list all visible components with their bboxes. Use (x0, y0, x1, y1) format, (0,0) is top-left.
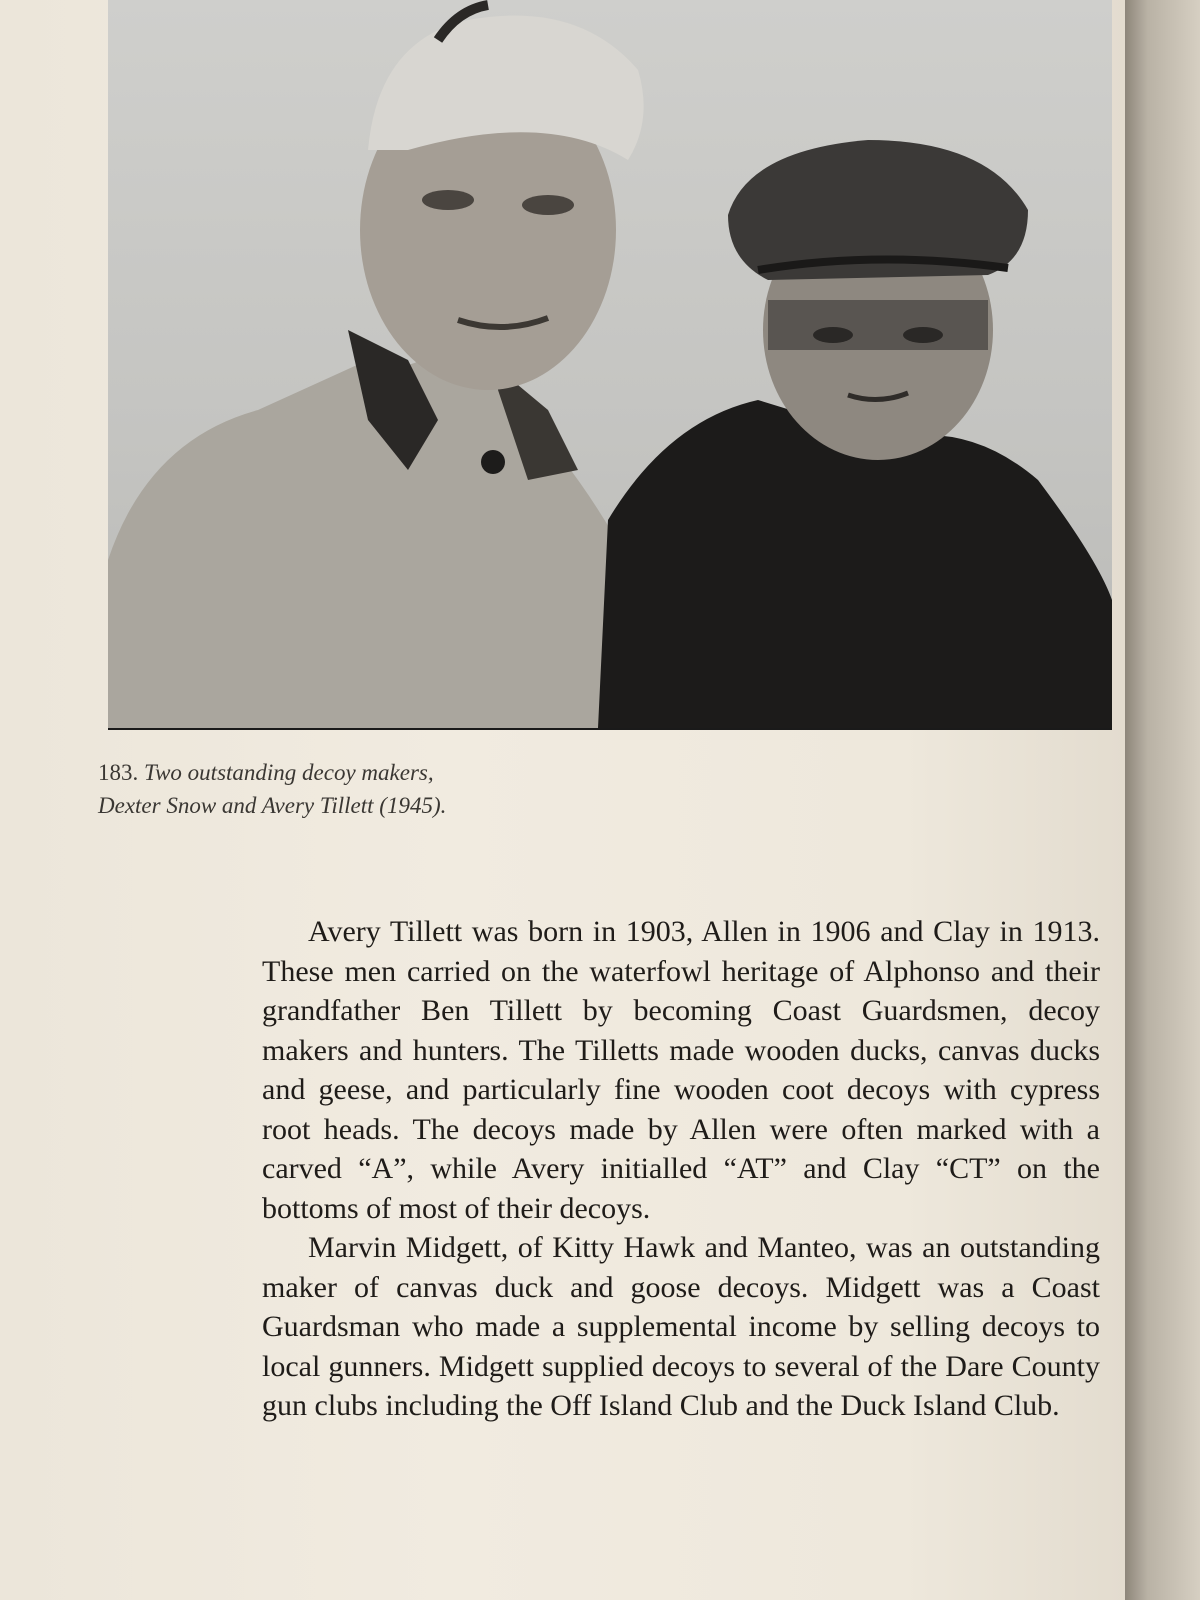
page-edge (1125, 0, 1200, 1600)
portrait-photo-icon (108, 0, 1112, 728)
portrait-photo (108, 0, 1112, 730)
paragraph-2: Marvin Midgett, of Kitty Hawk and Manteo, was an outstanding maker of canvas duck and goose decoys. Midgett was a Coast Guardsman who made a supplemental income by selling decoys to local gunners. Midgett supplied decoys to several of the Dare County gun clubs including the Off Island Club and the Duck Island Club. (262, 1231, 1100, 1422)
caption-number: 183. (98, 760, 139, 785)
caption-text: Two outstanding decoy makers, Dexter Snow and Avery Tillett (1945). (98, 760, 447, 818)
paragraph-1: Avery Tillett was born in 1903, Allen in 1906 and Clay in 1913. These men carried on the waterfowl heritage of Alphonso and their grandfather Ben Tillett by becoming Coast Guardsmen, decoy makers and hunters. The Tilletts made wooden ducks, canvas ducks and geese, and particularly fine wooden coot decoys with cypress root heads. The decoys made by Allen were often marked with a carved “A”, while Avery initialled “AT” and Clay “CT” on the bottoms of most of their decoys. (262, 915, 1100, 1225)
photo-caption (98, 756, 458, 822)
body-text (262, 912, 1100, 1426)
